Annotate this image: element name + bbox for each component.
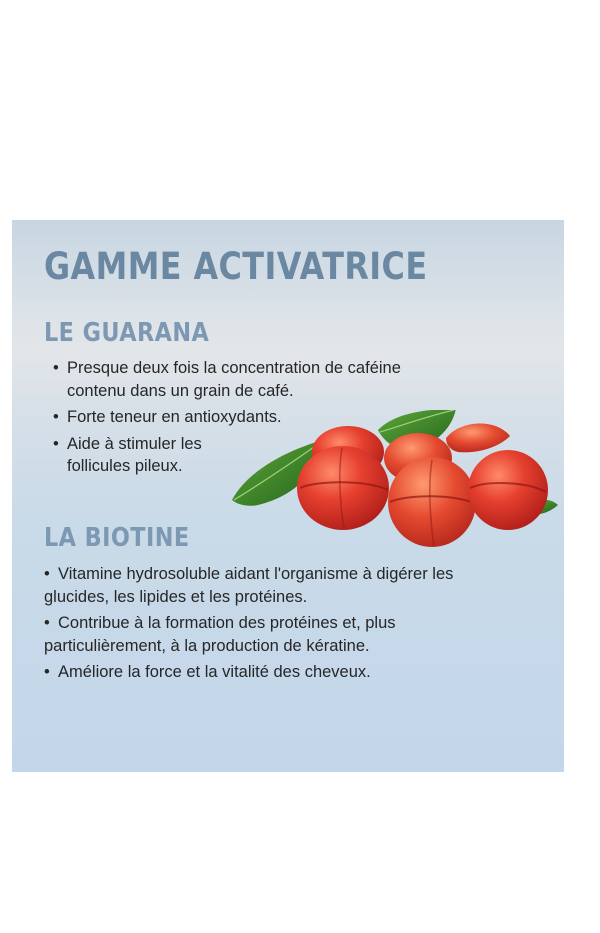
bullet-text: Vitamine hydrosoluble aidant l'organisme à digérer les glucides, les lipides et les protéines. [44,565,454,606]
section-heading-biotine: LA BIOTINE [44,523,190,553]
list-item [44,612,484,657]
info-panel [12,220,564,772]
bullet-text: Forte teneur en antioxydants. [67,408,282,426]
bullet-icon: • [44,663,50,681]
bullet-icon: • [53,408,59,426]
bullet-text: Contribue à la formation des protéines et, plus particulièrement, à la production de kératine. [44,614,396,655]
bullet-text: Presque deux fois la concentration de caféine contenu dans un grain de café. [67,359,401,400]
bullet-icon: • [44,614,50,632]
list-item [44,433,257,478]
guarana-berry-front-left [297,446,389,530]
bullet-text: Aide à stimuler les follicules pileux. [67,434,202,475]
guarana-fruit-illustration [228,410,562,560]
bullet-text: Améliore la force et la vitalité des cheveux. [58,663,371,681]
page-title: GAMME ACTIVATRICE [44,245,428,288]
list-item [44,661,484,684]
biotine-bullet-list [44,563,484,688]
guarana-berry-front-right [468,450,548,530]
guarana-berry-back-right [446,423,510,452]
section-heading-guarana: LE GUARANA [44,318,210,348]
list-item [44,357,404,402]
bullet-icon: • [44,565,50,583]
bullet-icon: • [53,359,59,377]
list-item [44,563,484,608]
bullet-icon: • [53,434,59,453]
guarana-berry-front-center [388,457,476,547]
